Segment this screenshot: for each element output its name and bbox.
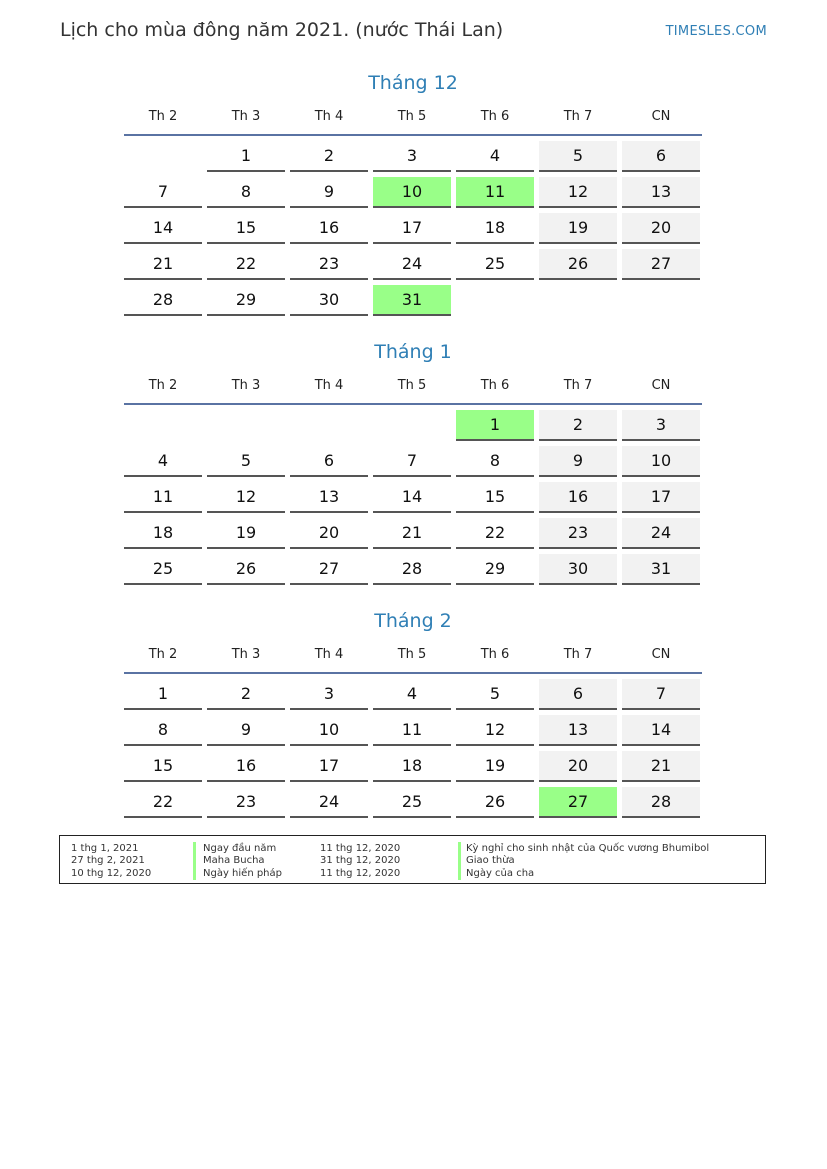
day-cell: 15: [456, 482, 534, 513]
weekday-label: Th 7: [563, 647, 593, 662]
day-cell: 16: [290, 213, 368, 244]
day-cell: 29: [456, 554, 534, 585]
day-cell: 18: [456, 213, 534, 244]
day-cell: 28: [622, 787, 700, 818]
day-cell: 17: [290, 751, 368, 782]
empty-cell: [124, 410, 202, 439]
legend-holiday-name: Ngay đầu năm: [193, 842, 276, 855]
day-cell: 21: [373, 518, 451, 549]
day-cell: 20: [539, 751, 617, 782]
day-cell: 24: [290, 787, 368, 818]
day-cell: 25: [373, 787, 451, 818]
day-cell: 8: [124, 715, 202, 746]
day-cell: 7: [373, 446, 451, 477]
day-cell: 31: [622, 554, 700, 585]
day-cell: 9: [207, 715, 285, 746]
weekday-label: Th 6: [480, 647, 510, 662]
day-cell: 21: [124, 249, 202, 280]
month-title: Tháng 12: [368, 72, 458, 94]
day-cell: 10: [622, 446, 700, 477]
day-cell: 7: [124, 177, 202, 208]
day-cell: 13: [622, 177, 700, 208]
weekday-label: Th 6: [480, 378, 510, 393]
weekday-label: Th 5: [397, 378, 427, 393]
day-cell: 9: [539, 446, 617, 477]
weekday-label: Th 3: [231, 378, 261, 393]
month-december: [124, 71, 702, 316]
weekday-label: CN: [651, 109, 671, 124]
legend-holiday-name: Ngày hiến pháp: [193, 867, 282, 880]
legend-holiday-name: Giao thừa: [458, 854, 515, 867]
day-cell: 26: [207, 554, 285, 585]
day-cell: 23: [290, 249, 368, 280]
day-cell: 2: [207, 679, 285, 710]
day-cell: 2: [539, 410, 617, 441]
day-cell: 18: [373, 751, 451, 782]
day-cell: 4: [373, 679, 451, 710]
day-cell: 14: [622, 715, 700, 746]
holiday-day-cell: 10: [373, 177, 451, 208]
day-cell: 8: [207, 177, 285, 208]
day-cell: 27: [622, 249, 700, 280]
day-cell: 17: [373, 213, 451, 244]
day-cell: 4: [456, 141, 534, 172]
day-cell: 16: [207, 751, 285, 782]
day-cell: 3: [290, 679, 368, 710]
weekday-label: Th 3: [231, 647, 261, 662]
weekday-header: [124, 108, 702, 136]
weekday-label: Th 4: [314, 647, 344, 662]
legend-row: [60, 854, 765, 867]
day-cell: 3: [622, 410, 700, 441]
day-cell: 8: [456, 446, 534, 477]
empty-cell: [373, 410, 451, 439]
day-cell: 24: [373, 249, 451, 280]
empty-cell: [124, 141, 202, 170]
day-cell: 23: [539, 518, 617, 549]
weekday-label: Th 5: [397, 647, 427, 662]
day-cell: 2: [290, 141, 368, 172]
day-cell: 26: [539, 249, 617, 280]
weekday-label: Th 4: [314, 109, 344, 124]
day-cell: 6: [539, 679, 617, 710]
legend-holiday-name: Kỳ nghỉ cho sinh nhật của Quốc vương Bhumibol: [458, 842, 709, 855]
month-january: [124, 340, 702, 585]
day-cell: 1: [124, 679, 202, 710]
weekday-label: Th 2: [148, 109, 178, 124]
day-cell: 11: [373, 715, 451, 746]
month-title: Tháng 2: [374, 610, 452, 632]
day-cell: 5: [207, 446, 285, 477]
weekday-label: CN: [651, 378, 671, 393]
legend-date: 11 thg 12, 2020: [320, 843, 401, 854]
day-cell: 21: [622, 751, 700, 782]
day-cell: 5: [456, 679, 534, 710]
legend-date: 31 thg 12, 2020: [320, 855, 401, 866]
weekday-label: Th 7: [563, 378, 593, 393]
holiday-day-cell: 31: [373, 285, 451, 316]
legend-row: [60, 867, 765, 880]
day-cell: 15: [124, 751, 202, 782]
day-cell: 19: [539, 213, 617, 244]
day-cell: 13: [539, 715, 617, 746]
weekday-label: Th 6: [480, 109, 510, 124]
day-cell: 25: [124, 554, 202, 585]
day-cell: 12: [207, 482, 285, 513]
weekday-label: Th 3: [231, 109, 261, 124]
month-february: [124, 609, 702, 818]
weekday-header: [124, 377, 702, 405]
day-cell: 11: [124, 482, 202, 513]
day-grid: [124, 410, 702, 585]
weekday-header: [124, 646, 702, 674]
month-title: Tháng 1: [374, 341, 452, 363]
day-cell: 22: [124, 787, 202, 818]
weekday-label: Th 7: [563, 109, 593, 124]
day-cell: 17: [622, 482, 700, 513]
day-cell: 22: [207, 249, 285, 280]
weekday-label: Th 5: [397, 109, 427, 124]
day-grid: [124, 141, 702, 316]
day-grid: [124, 679, 702, 818]
legend-holiday-name: Ngày của cha: [458, 867, 534, 880]
legend-date: 10 thg 12, 2020: [71, 868, 152, 879]
brand-link[interactable]: TIMESLES.COM: [665, 24, 767, 39]
holiday-day-cell: 1: [456, 410, 534, 441]
day-cell: 6: [622, 141, 700, 172]
day-cell: 24: [622, 518, 700, 549]
empty-cell: [290, 410, 368, 439]
day-cell: 25: [456, 249, 534, 280]
legend-date: 27 thg 2, 2021: [71, 855, 145, 866]
legend-date: 11 thg 12, 2020: [320, 868, 401, 879]
page-title: Lịch cho mùa đông năm 2021. (nước Thái Lan): [60, 19, 504, 41]
day-cell: 27: [290, 554, 368, 585]
day-cell: 30: [290, 285, 368, 316]
holiday-legend: [59, 835, 766, 884]
day-cell: 26: [456, 787, 534, 818]
day-cell: 20: [622, 213, 700, 244]
day-cell: 3: [373, 141, 451, 172]
day-cell: 19: [207, 518, 285, 549]
day-cell: 15: [207, 213, 285, 244]
day-cell: 1: [207, 141, 285, 172]
day-cell: 12: [539, 177, 617, 208]
weekday-label: Th 2: [148, 378, 178, 393]
day-cell: 18: [124, 518, 202, 549]
weekday-label: Th 4: [314, 378, 344, 393]
day-cell: 9: [290, 177, 368, 208]
day-cell: 14: [124, 213, 202, 244]
day-cell: 13: [290, 482, 368, 513]
legend-date: 1 thg 1, 2021: [71, 843, 139, 854]
day-cell: 22: [456, 518, 534, 549]
day-cell: 6: [290, 446, 368, 477]
day-cell: 28: [373, 554, 451, 585]
day-cell: 23: [207, 787, 285, 818]
weekday-label: CN: [651, 647, 671, 662]
day-cell: 29: [207, 285, 285, 316]
day-cell: 5: [539, 141, 617, 172]
day-cell: 16: [539, 482, 617, 513]
holiday-day-cell: 11: [456, 177, 534, 208]
holiday-day-cell: 27: [539, 787, 617, 818]
day-cell: 28: [124, 285, 202, 316]
day-cell: 4: [124, 446, 202, 477]
legend-holiday-name: Maha Bucha: [193, 854, 265, 867]
weekday-label: Th 2: [148, 647, 178, 662]
day-cell: 7: [622, 679, 700, 710]
day-cell: 10: [290, 715, 368, 746]
day-cell: 30: [539, 554, 617, 585]
day-cell: 12: [456, 715, 534, 746]
day-cell: 14: [373, 482, 451, 513]
day-cell: 20: [290, 518, 368, 549]
day-cell: 19: [456, 751, 534, 782]
empty-cell: [207, 410, 285, 439]
